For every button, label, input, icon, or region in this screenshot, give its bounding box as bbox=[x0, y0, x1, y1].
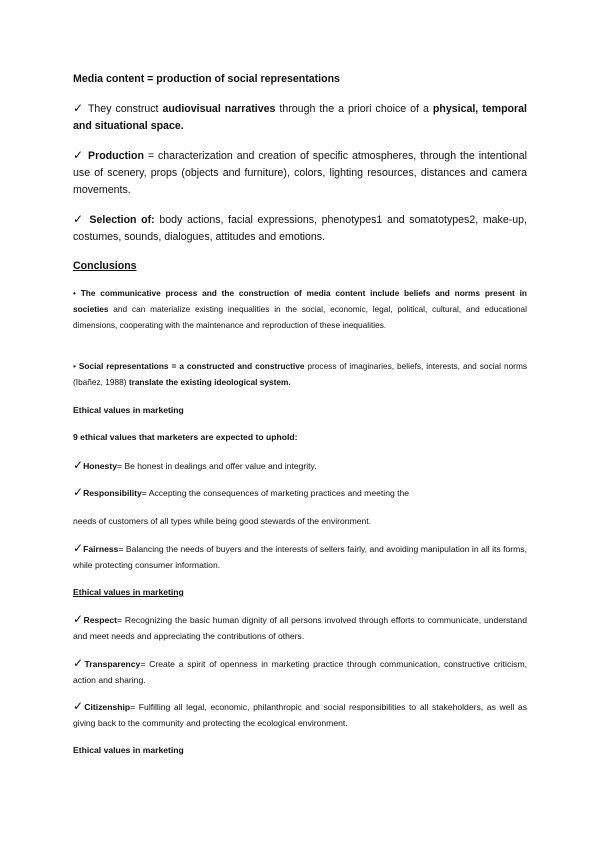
conclusion-1 bbox=[73, 285, 527, 333]
point-text: = characterization and creation of specific atmospheres, through the intentional use of scenery, props (objects and furniture), colors, lighting resources, distances and camera movements. bbox=[73, 150, 527, 196]
checkmark-icon: ✓ bbox=[73, 101, 85, 115]
point-text: body actions, facial expressions, phenotypes1 and somatotypes2, make-up, costumes, sounds, dialogues, attitudes and emotions. bbox=[73, 214, 527, 243]
ethics-heading-2: Ethical values in marketing bbox=[73, 587, 184, 597]
point-bold: Selection of: bbox=[84, 214, 160, 226]
conclusion-text: process of imaginaries, beliefs, interests, and social norms bbox=[304, 361, 528, 371]
checkmark-icon: ✓ bbox=[73, 148, 85, 162]
value-text: = Fulfilling all legal, economic, philanthropic and social responsibilities to all stakeholders, as well as giving back to the community and protecting the ecological environment. bbox=[73, 702, 527, 728]
bullet-icon: • bbox=[73, 288, 76, 298]
point-text: through the a priori choice of a bbox=[275, 103, 433, 115]
point-selection bbox=[73, 211, 527, 246]
point-bold: Production bbox=[84, 150, 144, 162]
ethics-heading-3: Ethical values in marketing bbox=[73, 745, 184, 755]
conclusion-text: and can materialize existing inequalities in the social, economic, legal, political, cultural, and educational dimensions, cooperating with the maintenance and reproduction of these inequalities. bbox=[73, 304, 527, 330]
value-citizenship bbox=[73, 698, 527, 731]
checkmark-icon: ✓ bbox=[73, 699, 85, 713]
citation: (Ibañez, 1988) bbox=[73, 377, 127, 387]
conclusion-bold: translate the existing ideological system. bbox=[126, 377, 291, 387]
value-label: Fairness bbox=[83, 544, 119, 554]
conclusions-heading: Conclusions bbox=[73, 260, 137, 272]
value-label: Honesty bbox=[83, 461, 117, 471]
value-text: = Balancing the needs of buyers and the interests of sellers fairly, and avoiding manipulation in all its forms, while protecting consumer information. bbox=[73, 544, 527, 570]
value-fairness bbox=[73, 540, 527, 573]
value-respect bbox=[73, 611, 527, 644]
checkmark-icon: ✓ bbox=[73, 612, 84, 626]
ethics-heading: Ethical values in marketing bbox=[73, 405, 184, 415]
checkmark-icon: ✓ bbox=[73, 212, 85, 226]
checkmark-icon: ✓ bbox=[73, 485, 84, 499]
point-narratives bbox=[73, 100, 527, 135]
value-label: Transparency bbox=[84, 659, 141, 669]
checkmark-icon: ✓ bbox=[73, 656, 85, 670]
conclusion-bold: Social representations = a constructed and constructive bbox=[75, 361, 305, 371]
value-text: = Be honest in dealings and offer value and integrity. bbox=[116, 461, 317, 471]
value-label: Respect bbox=[83, 615, 117, 625]
bullet-icon: • bbox=[73, 361, 76, 371]
page-title: Media content = production of social representations bbox=[73, 73, 340, 85]
point-bold: physical, temporal and situational space. bbox=[73, 103, 527, 132]
point-bold: audiovisual narratives bbox=[162, 103, 276, 115]
value-transparency bbox=[73, 655, 527, 688]
conclusion-bold: The communicative process and the construction of media content include beliefs and norms present in societies bbox=[73, 288, 527, 314]
ethics-intro: 9 ethical values that marketers are expected to uphold: bbox=[73, 432, 298, 442]
point-text: They construct bbox=[84, 103, 163, 115]
checkmark-icon: ✓ bbox=[73, 541, 84, 555]
checkmark-icon: ✓ bbox=[73, 458, 84, 472]
point-production bbox=[73, 147, 527, 199]
value-honesty bbox=[73, 457, 527, 474]
value-label: Responsibility bbox=[83, 488, 142, 498]
value-text: = Accepting the consequences of marketing practices and meeting the bbox=[141, 488, 410, 498]
value-responsibility bbox=[73, 484, 527, 501]
conclusion-2 bbox=[73, 358, 527, 390]
value-label: Citizenship bbox=[84, 702, 131, 712]
value-text: = Create a spirit of openness in marketing practice through communication, constructive criticism, action and sharing. bbox=[73, 659, 527, 685]
value-responsibility-cont: needs of customers of all types while being good stewards of the environment. bbox=[73, 516, 372, 526]
value-text: = Recognizing the basic human dignity of all persons involved through efforts to communicate, understand and meet needs and appreciating the contributions of others. bbox=[73, 615, 527, 641]
